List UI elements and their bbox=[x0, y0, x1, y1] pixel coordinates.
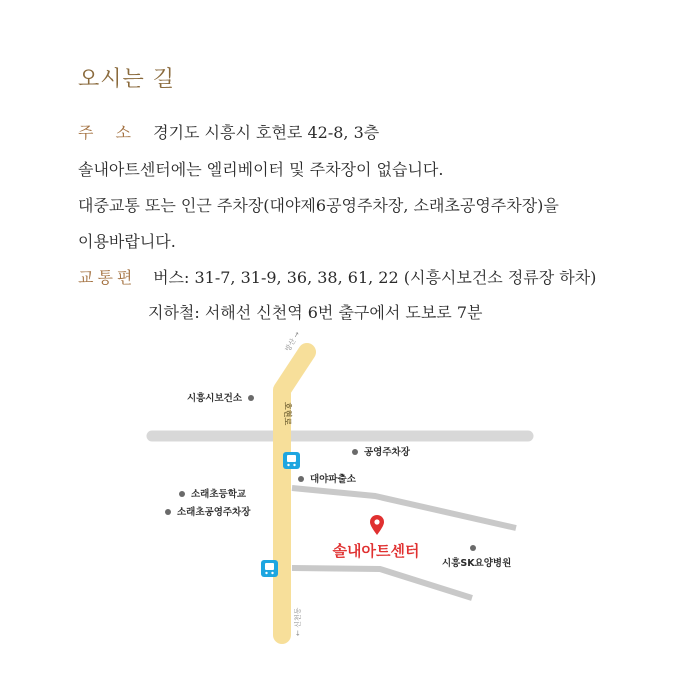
place-marker bbox=[298, 476, 304, 482]
page-title: 오시는 길 bbox=[78, 67, 176, 92]
bus-stop-icon-lower bbox=[261, 560, 278, 577]
place-marker bbox=[352, 449, 358, 455]
transport-label: 교통편 bbox=[78, 268, 137, 287]
place-marker bbox=[470, 545, 476, 551]
place-elementary-school: 소래초등학교 bbox=[191, 489, 247, 500]
place-marker bbox=[179, 491, 185, 497]
address-note-1: 솔내아트센터에는 엘리베이터 및 주차장이 없습니다. bbox=[78, 160, 444, 179]
address-note-3: 이용바랍니다. bbox=[78, 232, 176, 251]
place-school-parking: 소래초공영주차장 bbox=[177, 507, 251, 518]
address-label: 주소 bbox=[78, 123, 153, 142]
place-hospital: 시흥SK요양병원 bbox=[442, 558, 512, 569]
subway-info: 지하철: 서해선 신천역 6번 출구에서 도보로 7분 bbox=[148, 303, 483, 322]
road-name-label: 호현로 bbox=[283, 402, 292, 426]
bus-info: 버스: 31-7, 31-9, 36, 38, 61, 22 (시흥시보건소 정류장 하차) bbox=[153, 268, 597, 287]
place-marker bbox=[165, 509, 171, 515]
side-road-upper bbox=[292, 488, 516, 528]
side-road-lower bbox=[292, 568, 472, 598]
bus-stop-icon-upper bbox=[283, 452, 300, 469]
main-road bbox=[282, 352, 307, 635]
place-marker bbox=[248, 395, 254, 401]
bottom-direction-label: ← 신천동 bbox=[294, 607, 302, 636]
address-note-2: 대중교통 또는 인근 주차장(대야제6공영주차장, 소래초공영주차장)을 bbox=[78, 196, 559, 215]
top-direction-label: 방산 → bbox=[283, 330, 302, 353]
address-value: 경기도 시흥시 호현로 42-8, 3층 bbox=[153, 123, 380, 142]
destination-label: 솔내아트센터 bbox=[332, 542, 420, 560]
place-public-parking: 공영주차장 bbox=[364, 447, 410, 458]
place-police-box: 대야파출소 bbox=[310, 474, 356, 485]
destination-pin-icon bbox=[370, 515, 384, 535]
place-health-center: 시흥시보건소 bbox=[186, 393, 242, 404]
